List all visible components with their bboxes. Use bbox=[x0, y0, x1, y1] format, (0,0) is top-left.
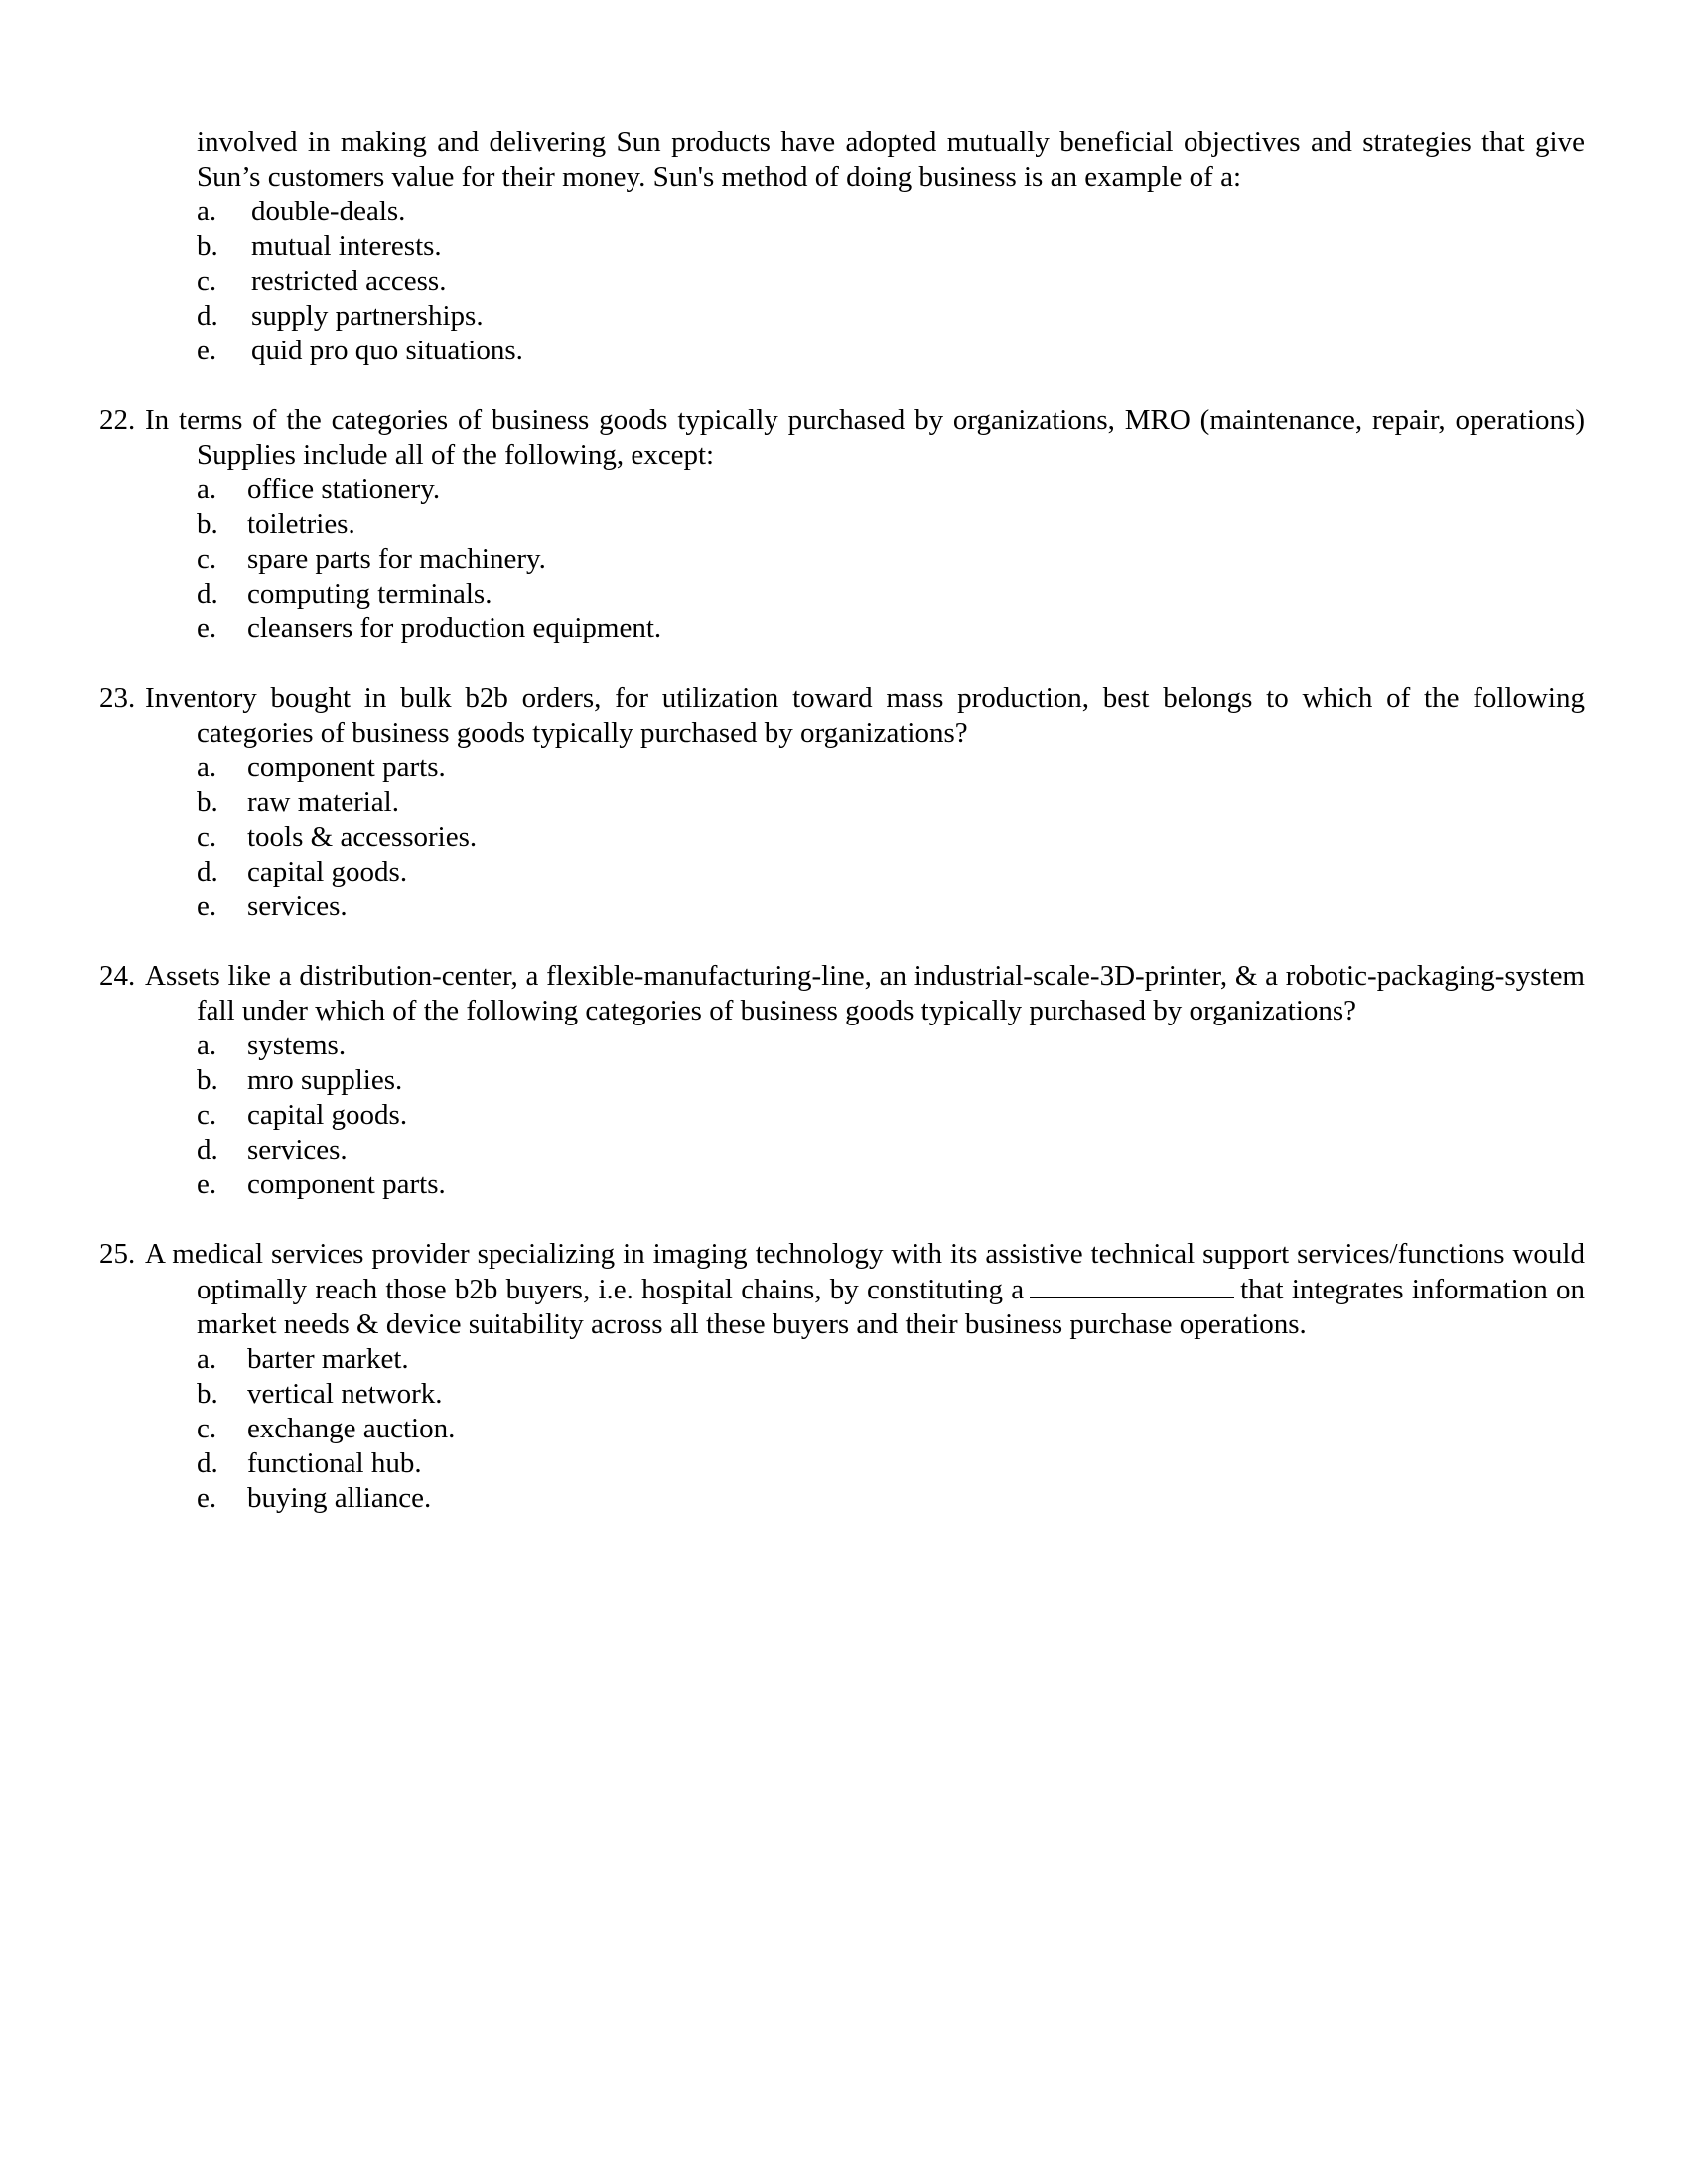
option-text: spare parts for machinery. bbox=[247, 543, 546, 575]
option-text: systems. bbox=[247, 1029, 347, 1061]
option-text: services. bbox=[247, 890, 348, 922]
question-25 bbox=[99, 1237, 1585, 1516]
option-e bbox=[197, 889, 1585, 924]
option-b bbox=[197, 1063, 1585, 1098]
option-list bbox=[197, 1342, 1585, 1516]
question-stem bbox=[99, 403, 1585, 473]
option-d bbox=[197, 577, 1585, 612]
option-text: functional hub. bbox=[247, 1447, 422, 1479]
question-21-continued bbox=[197, 125, 1585, 368]
option-text: component parts. bbox=[247, 1168, 446, 1200]
option-list bbox=[197, 473, 1585, 646]
answer-blank bbox=[1030, 1272, 1234, 1298]
option-letter: a. bbox=[197, 751, 217, 783]
option-letter: e. bbox=[197, 890, 217, 922]
question-22 bbox=[99, 403, 1585, 646]
question-stem bbox=[99, 1237, 1585, 1342]
option-letter: c. bbox=[197, 1099, 217, 1131]
option-letter: d. bbox=[197, 1447, 218, 1479]
option-letter: d. bbox=[197, 300, 218, 332]
question-24 bbox=[99, 959, 1585, 1202]
option-letter: b. bbox=[197, 1064, 218, 1096]
option-a bbox=[197, 473, 1585, 507]
option-letter: c. bbox=[197, 821, 217, 853]
option-c bbox=[197, 1098, 1585, 1133]
option-letter: a. bbox=[197, 196, 217, 227]
option-text: services. bbox=[247, 1134, 348, 1165]
option-text: barter market. bbox=[247, 1343, 409, 1375]
option-text: restricted access. bbox=[251, 265, 447, 297]
option-d bbox=[197, 1446, 1585, 1481]
option-d bbox=[197, 1133, 1585, 1167]
question-number: 23. bbox=[99, 682, 136, 714]
option-e bbox=[197, 334, 1585, 368]
option-letter: c. bbox=[197, 543, 217, 575]
question-23 bbox=[99, 681, 1585, 924]
option-a bbox=[197, 1342, 1585, 1377]
option-a bbox=[197, 195, 1585, 229]
option-text: raw material. bbox=[247, 786, 399, 818]
option-b bbox=[197, 785, 1585, 820]
option-text: supply partnerships. bbox=[251, 300, 484, 332]
option-c bbox=[197, 1412, 1585, 1446]
option-text: exchange auction. bbox=[247, 1413, 456, 1444]
option-letter: e. bbox=[197, 1168, 217, 1200]
option-letter: a. bbox=[197, 1029, 217, 1061]
option-letter: d. bbox=[197, 856, 218, 887]
option-b bbox=[197, 507, 1585, 542]
option-letter: d. bbox=[197, 1134, 218, 1165]
option-text: double-deals. bbox=[251, 196, 406, 227]
option-c bbox=[197, 820, 1585, 855]
option-letter: c. bbox=[197, 265, 217, 297]
option-text: quid pro quo situations. bbox=[251, 335, 523, 366]
question-stem bbox=[99, 959, 1585, 1028]
question-text: Inventory bought in bulk b2b orders, for utilization toward mass production, best belongs to which of the following categories of business goods typically purchased by organizations? bbox=[145, 682, 1585, 749]
question-text-after: that integrates information on market needs & device suitability across all these buyers and their business purchase operations. bbox=[197, 1274, 1585, 1340]
option-letter: b. bbox=[197, 1378, 218, 1410]
question-text: In terms of the categories of business goods typically purchased by organizations, MRO (maintenance, repair, operations) Supplies include all of the following, except: bbox=[145, 404, 1585, 471]
option-letter: a. bbox=[197, 1343, 217, 1375]
option-text: mutual interests. bbox=[251, 230, 442, 262]
question-text-before: A medical services provider specializing in imaging technology with its assistive technical support services/functions would optimally reach those b2b buyers, i.e. hospital chains, by constituting a bbox=[145, 1238, 1585, 1305]
option-text: component parts. bbox=[247, 751, 446, 783]
option-d bbox=[197, 855, 1585, 889]
option-letter: b. bbox=[197, 230, 218, 262]
option-b bbox=[197, 1377, 1585, 1412]
option-text: capital goods. bbox=[247, 856, 408, 887]
option-text: cleansers for production equipment. bbox=[247, 613, 662, 644]
option-letter: c. bbox=[197, 1413, 217, 1444]
option-text: capital goods. bbox=[247, 1099, 408, 1131]
question-number: 22. bbox=[99, 404, 136, 436]
option-text: toiletries. bbox=[247, 508, 355, 540]
option-letter: e. bbox=[197, 335, 217, 366]
option-text: buying alliance. bbox=[247, 1482, 432, 1514]
option-letter: a. bbox=[197, 474, 217, 505]
option-text: office stationery. bbox=[247, 474, 441, 505]
option-b bbox=[197, 229, 1585, 264]
question-number: 25. bbox=[99, 1238, 136, 1270]
option-list bbox=[197, 1028, 1585, 1202]
option-a bbox=[197, 751, 1585, 785]
option-letter: e. bbox=[197, 613, 217, 644]
option-text: vertical network. bbox=[247, 1378, 443, 1410]
question-stem bbox=[99, 681, 1585, 751]
option-letter: d. bbox=[197, 578, 218, 610]
option-text: tools & accessories. bbox=[247, 821, 478, 853]
option-d bbox=[197, 299, 1585, 334]
option-text: mro supplies. bbox=[247, 1064, 403, 1096]
option-letter: b. bbox=[197, 786, 218, 818]
option-list bbox=[197, 751, 1585, 924]
option-c bbox=[197, 264, 1585, 299]
option-letter: b. bbox=[197, 508, 218, 540]
option-e bbox=[197, 1481, 1585, 1516]
option-letter: e. bbox=[197, 1482, 217, 1514]
option-a bbox=[197, 1028, 1585, 1063]
option-text: computing terminals. bbox=[247, 578, 492, 610]
question-number: 24. bbox=[99, 960, 136, 992]
question-text: Assets like a distribution-center, a flexible-manufacturing-line, an industrial-scale-3D-printer, & a robotic-packaging-system fall under which of the following categories of business goods typically purchased by organizations? bbox=[145, 960, 1585, 1026]
option-list bbox=[197, 195, 1585, 368]
option-e bbox=[197, 1167, 1585, 1202]
option-e bbox=[197, 612, 1585, 646]
question-stem: involved in making and delivering Sun products have adopted mutually beneficial objectives and strategies that give Sun’s customers value for their money. Sun's method of doing business is an example of a: bbox=[197, 126, 1585, 193]
option-c bbox=[197, 542, 1585, 577]
